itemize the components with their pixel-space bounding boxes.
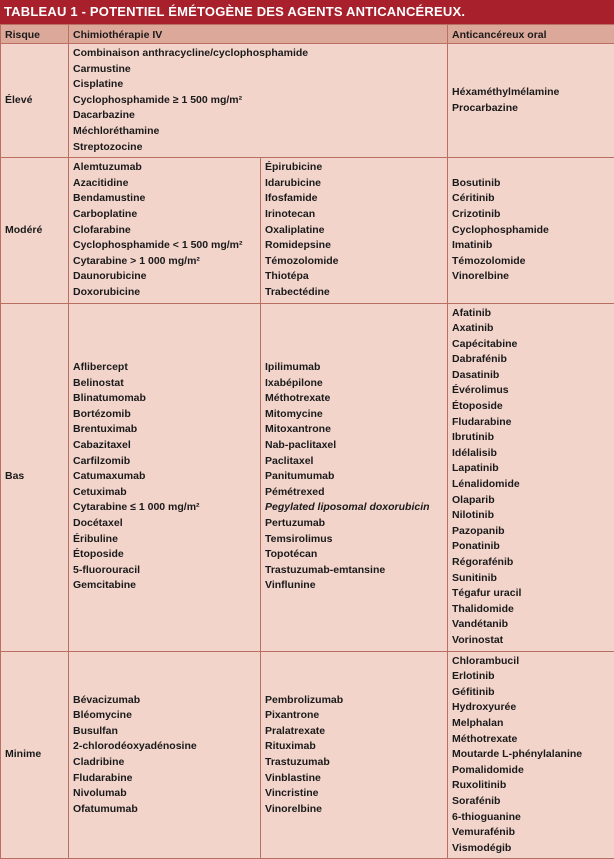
drug-name: Olaparib — [452, 493, 495, 506]
drug-name: Topotécan — [265, 548, 318, 561]
drug-name: Belinostat — [73, 376, 124, 389]
drug-name: Vinflunine — [265, 579, 316, 592]
drug-name: Cyclophosphamide ≥ 1 500 mg/m² — [73, 93, 243, 106]
drug-name: Bortézomib — [73, 407, 131, 420]
header-oral: Anticancéreux oral — [448, 25, 614, 44]
drug-name: Pegylated liposomal doxorubicin — [265, 501, 430, 514]
drug-name: Sunitinib — [452, 571, 497, 584]
drug-name: Trabectédine — [265, 285, 330, 298]
drug-name: Blinatumomab — [73, 392, 146, 405]
drug-name: Témozolomide — [265, 254, 339, 267]
iv-cell — [261, 651, 448, 859]
drug-name: Docétaxel — [73, 517, 123, 530]
drug-name: Nivolumab — [73, 787, 127, 800]
drug-name: Romidepsine — [265, 239, 331, 252]
drug-name: Idélalisib — [452, 446, 497, 459]
drug-name: Témozolomide — [452, 254, 526, 267]
drug-name: Bévacizumab — [73, 693, 141, 706]
drug-name: Céritinib — [452, 192, 495, 205]
drug-name: Bosutinib — [452, 176, 501, 189]
drug-name: Gemcitabine — [73, 579, 137, 592]
emetogenic-table — [0, 24, 614, 859]
oral-cell — [448, 303, 614, 651]
drug-name: Paclitaxel — [265, 454, 314, 467]
drug-name: Combinaison anthracycline/cyclophosphamide — [73, 47, 309, 59]
drug-name: Vemurafénib — [452, 826, 516, 839]
oral-cell — [448, 158, 614, 303]
drug-name: Panitumumab — [265, 470, 335, 483]
drug-name: Dacarbazine — [73, 109, 135, 122]
drug-name: Rituximab — [265, 740, 316, 753]
drug-name: Vinblastine — [265, 771, 321, 784]
drug-name: Ofatumumab — [73, 802, 138, 815]
drug-name: Lénalidomide — [452, 478, 520, 491]
drug-name: Hydroxyurée — [452, 701, 517, 714]
drug-name: Fludarabine — [73, 771, 133, 784]
drug-name: Idarubicine — [265, 176, 322, 189]
drug-name: Méthotrexate — [452, 732, 518, 745]
drug-name: Dabrafénib — [452, 353, 507, 366]
drug-name: Ixabépilone — [265, 376, 323, 389]
drug-name: Vinorelbine — [452, 270, 510, 283]
risk-label: Bas — [1, 303, 69, 651]
drug-name: Melphalan — [452, 716, 504, 729]
drug-name: Streptozocine — [73, 140, 143, 153]
drug-name: Pertuzumab — [265, 517, 326, 530]
drug-name: Catumaxumab — [73, 470, 146, 483]
drug-name: Temsirolimus — [265, 532, 333, 545]
drug-name: Pémétrexed — [265, 485, 325, 498]
drug-name: Cyclophosphamide — [452, 223, 549, 236]
drug-name: Évérolimus — [452, 384, 509, 397]
drug-name: Pixantrone — [265, 709, 320, 722]
drug-name: Cisplatine — [73, 78, 124, 91]
drug-name: Vismodégib — [452, 841, 512, 854]
drug-name: Ifosfamide — [265, 192, 318, 205]
drug-name: Bendamustine — [73, 192, 146, 205]
drug-name: Irinotecan — [265, 207, 316, 220]
drug-name: Capécitabine — [452, 337, 518, 350]
drug-name: Bléomycine — [73, 709, 132, 722]
header-row — [1, 25, 614, 44]
drug-name: Doxorubicine — [73, 285, 141, 298]
drug-name: Ruxolitinib — [452, 779, 507, 792]
drug-name: Éribuline — [73, 532, 118, 545]
table-row — [1, 158, 614, 303]
drug-name: Cytarabine ≤ 1 000 mg/m² — [73, 501, 200, 514]
drug-name: Carfilzomib — [73, 454, 131, 467]
drug-name: Pomalidomide — [452, 763, 524, 776]
drug-name: Busulfan — [73, 724, 118, 737]
drug-name: Ipilimumab — [265, 361, 321, 374]
drug-name: Pralatrexate — [265, 724, 326, 737]
drug-name: Cetuximab — [73, 485, 127, 498]
drug-name: Clofarabine — [73, 223, 131, 236]
drug-name: Régorafénib — [452, 556, 514, 568]
drug-name: 5-fluorouracil — [73, 563, 141, 576]
drug-name: Fludarabine — [452, 415, 512, 428]
drug-name: Nab-paclitaxel — [265, 439, 337, 452]
drug-name: Afatinib — [452, 306, 492, 319]
drug-name: Thalidomide — [452, 602, 514, 615]
drug-name: Mitoxantrone — [265, 423, 331, 436]
drug-name: Cladribine — [73, 755, 125, 768]
drug-name: Dasatinib — [452, 368, 500, 381]
drug-name: Erlotinib — [452, 670, 495, 683]
drug-name: Héxaméthylmélamine — [452, 85, 560, 98]
iv-cell — [69, 303, 261, 651]
drug-name: Ponatinib — [452, 540, 500, 553]
table-row — [1, 303, 614, 651]
table-title: TABLEAU 1 - POTENTIEL ÉMÉTOGÈNE DES AGENTS ANTICANCÉREUX. — [0, 0, 614, 24]
drug-name: Sorafénib — [452, 794, 501, 807]
drug-name: Méchloréthamine — [73, 124, 160, 137]
drug-name: Épirubicine — [265, 161, 323, 174]
oral-cell — [448, 44, 614, 158]
drug-name: Axatinib — [452, 322, 494, 335]
risk-label: Modéré — [1, 158, 69, 303]
drug-name: Pazopanib — [452, 524, 505, 537]
drug-name: 6-thioguanine — [452, 810, 521, 823]
drug-name: Étoposide — [452, 400, 503, 413]
drug-name: Tégafur uracil — [452, 587, 522, 600]
drug-name: Ibrutinib — [452, 431, 495, 444]
iv-cell — [69, 44, 448, 158]
header-risk: Risque — [1, 25, 69, 44]
table-row — [1, 651, 614, 859]
drug-name: Daunorubicine — [73, 270, 147, 283]
drug-name: Étoposide — [73, 548, 124, 561]
drug-name: Chlorambucil — [452, 654, 520, 667]
drug-name: Brentuximab — [73, 423, 138, 436]
drug-name: Imatinib — [452, 239, 493, 252]
drug-name: Moutarde L-phénylalanine — [452, 748, 583, 761]
drug-name: Nilotinib — [452, 509, 495, 522]
drug-name: Mitomycine — [265, 407, 323, 420]
iv-cell — [261, 303, 448, 651]
risk-label: Élevé — [1, 44, 69, 158]
risk-label: Minime — [1, 651, 69, 859]
header-iv: Chimiothérapie IV — [69, 25, 448, 44]
drug-name: Vandétanib — [452, 618, 509, 631]
drug-name: Cytarabine > 1 000 mg/m² — [73, 254, 200, 267]
drug-name: Crizotinib — [452, 207, 501, 220]
drug-name: Carboplatine — [73, 207, 138, 220]
drug-name: Trastuzumab — [265, 755, 330, 768]
drug-name: Procarbazine — [452, 101, 518, 114]
drug-name: Cyclophosphamide < 1 500 mg/m² — [73, 239, 243, 252]
drug-name: Vorinostat — [452, 633, 504, 646]
drug-name: Géfitinib — [452, 685, 495, 698]
drug-name: Aflibercept — [73, 361, 128, 374]
drug-name: Azacitidine — [73, 176, 129, 189]
drug-name: Carmustine — [73, 62, 131, 75]
drug-name: 2-chlorodéoxyadénosine — [73, 740, 197, 753]
iv-cell — [69, 651, 261, 859]
iv-cell — [69, 158, 261, 303]
oral-cell — [448, 651, 614, 859]
drug-name: Cabazitaxel — [73, 439, 131, 452]
drug-name: Pembrolizumab — [265, 693, 344, 706]
drug-name: Oxaliplatine — [265, 223, 325, 236]
drug-name: Lapatinib — [452, 462, 499, 475]
iv-cell — [261, 158, 448, 303]
drug-name: Trastuzumab-emtansine — [265, 563, 386, 576]
drug-name: Méthotrexate — [265, 392, 331, 405]
drug-name: Alemtuzumab — [73, 161, 142, 174]
drug-name: Thiotépa — [265, 270, 309, 283]
table-row — [1, 44, 614, 158]
drug-name: Vincristine — [265, 787, 319, 800]
drug-name: Vinorelbine — [265, 802, 322, 815]
